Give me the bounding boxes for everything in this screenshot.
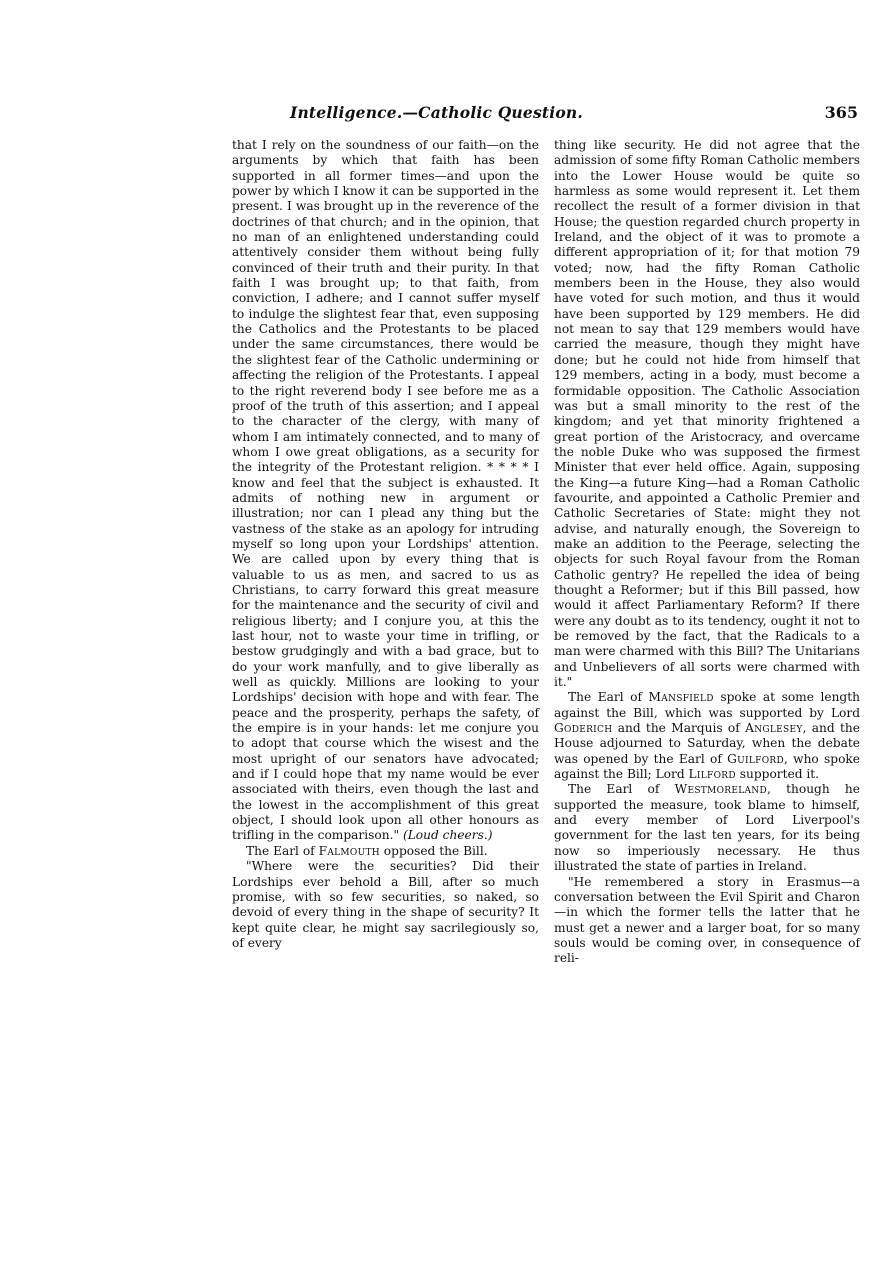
paragraph-text: supported it. (735, 767, 820, 782)
paragraph (554, 782, 860, 874)
page-header (232, 103, 860, 133)
speaker-name: Falmouth (318, 843, 380, 858)
speaker-name: Goderich (554, 721, 613, 736)
paragraph-text: spoke at some length against the Bill, which was supported by Lord (554, 690, 860, 720)
right-column (554, 138, 860, 967)
paragraph-text: opposed the Bill. (379, 843, 488, 858)
running-head: Intelligence.—Catholic Question. (290, 103, 583, 122)
paragraph (232, 138, 539, 844)
paragraph (232, 844, 539, 859)
paragraph-text: , and the House adjourned to Saturday, when the debate was opened by the Earl of (554, 721, 860, 766)
speaker-name: Mansfield (648, 690, 714, 705)
paragraph-text: that I rely on the soundness of our faith—on the arguments by which that faith has been supported in all former times—and upon the power by which I know it can be supported in the present. I was brought up in the reverence of the doctrines of that church; and in the opinion, that no man of an enlightened understanding could attentively consider them without being fully convinced of their truth and their purity. In that faith I was brought up; to that faith, from conviction, I adhere; and I cannot suffer myself to indulge the slightest fear that, even supposing the Catholics and the Protestants to be placed under the same circumstances, there would be the slightest fear of the Catholic undermining or affecting the religion of the Protestants. I appeal to the right reverend body I see before me as a proof of the truth of this assertion; and I appeal to the character of the clergy, with many of whom I am intimately connected, and to many of whom I owe great obligations, as a security for the integrity of the Protestant religion. * * * * I know and feel that the subject is exhausted. It admits of nothing new in argument or illustration; nor can I plead any thing but the vastness of the stake as an apology for intruding myself so long upon your Lordships' attention. We are called upon by every thing that is valuable to us as men, and sacred to us as Christians, to carry forward this great measure for the maintenance and the security of civil and religious liberty; and I conjure you, at this the last hour, not to waste your time in trifling, or bestow grudgingly and with a bad grace, but to do your work manfully, and to give liberally as well as quickly. Millions are looking to your Lordships' decision with hope and with fear. The peace and the prosperity, perhaps the safety, of the empire is in your hands: let me conjure you to adopt that course which the wisest and the most upright of our senators have advocated; and if I could hope that my name would be ever associated with theirs, even though the last and the lowest in the accomplishment of this great object, I should look upon all other honours as trifling in the comparison." (232, 138, 539, 843)
speaker-name: Westmoreland (674, 782, 767, 797)
paragraph-text: The Earl of (568, 690, 649, 705)
paragraph: thing like security. He did not agree that the admission of some fifty Roman Catholic members into the Lower House would be quite so harmless as some would represent it. Let them recollect the result of a former division in that House; the question regarded church property in Ireland, and the object of it was to promote a different appropriation of it; for that motion 79 voted; now, had the fifty Roman Catholic members been in the House, they also would have voted for such motion, and thus it would have been supported by 129 members. He did not mean to say that 129 members would have carried the measure, though they might have done; but he could not hide from himself that 129 members, acting in a body, must become a formidable opposition. The Catholic Association was but a small minority to the rest of the kingdom; and yet that minority frightened a great portion of the Aristocracy, and overcame the noble Duke who was supposed the firmest Minister that ever held office. Again, supposing the King—a future King—had a Roman Catholic favourite, and appointed a Catholic Premier and Catholic Secretaries of State: might they not advise, and naturally enough, the Sovereign to make an addition to the Peerage, selecting the objects for such Royal favour from the Roman Catholic gentry? He repelled the idea of being thought a Reformer; but if this Bill passed, how would it affect Parliamentary Reform? If there were any doubt as to its tendency, ought it not to be removed by the fact, that the Radicals to a man were charmed with this Bill? The Unitarians and Unbelievers of all sorts were charmed with it." (554, 138, 860, 690)
paragraph: "Where were the securities? Did their Lordships ever behold a Bill, after so much promise, with so few securities, so naked, so devoid of every thing in the shape of security? It kept quite clear, he might say sacrilegiously so, of every (232, 859, 539, 950)
speaker-name: Guilford (727, 751, 784, 766)
speaker-name: Lilford (688, 767, 736, 782)
speaker-name: Anglesey (745, 721, 803, 736)
paragraph-text: The Earl of (246, 843, 319, 858)
stage-direction: (Loud cheers.) (402, 828, 493, 843)
paragraph-text: , though he supported the measure, took blame to himself, and every member of Lord Liverpool's government for the last ten years, for its being now so imperiously necessary. He thus illustrated the state of parties in Ireland. (554, 782, 860, 874)
paragraph: "He remembered a story in Erasmus—a conversation between the Evil Spirit and Charon—in which the former tells the latter that he must get a newer and a larger boat, for so many souls would be coming over, in consequence of reli- (554, 874, 860, 966)
left-column (232, 138, 539, 951)
paragraph-text: , who spoke against the Bill; Lord (554, 751, 861, 782)
paragraph-text: The Earl of (568, 782, 675, 797)
paragraph-text: and the Marquis of (612, 721, 746, 736)
paragraph (554, 690, 860, 782)
page-number: 365 (824, 103, 858, 122)
